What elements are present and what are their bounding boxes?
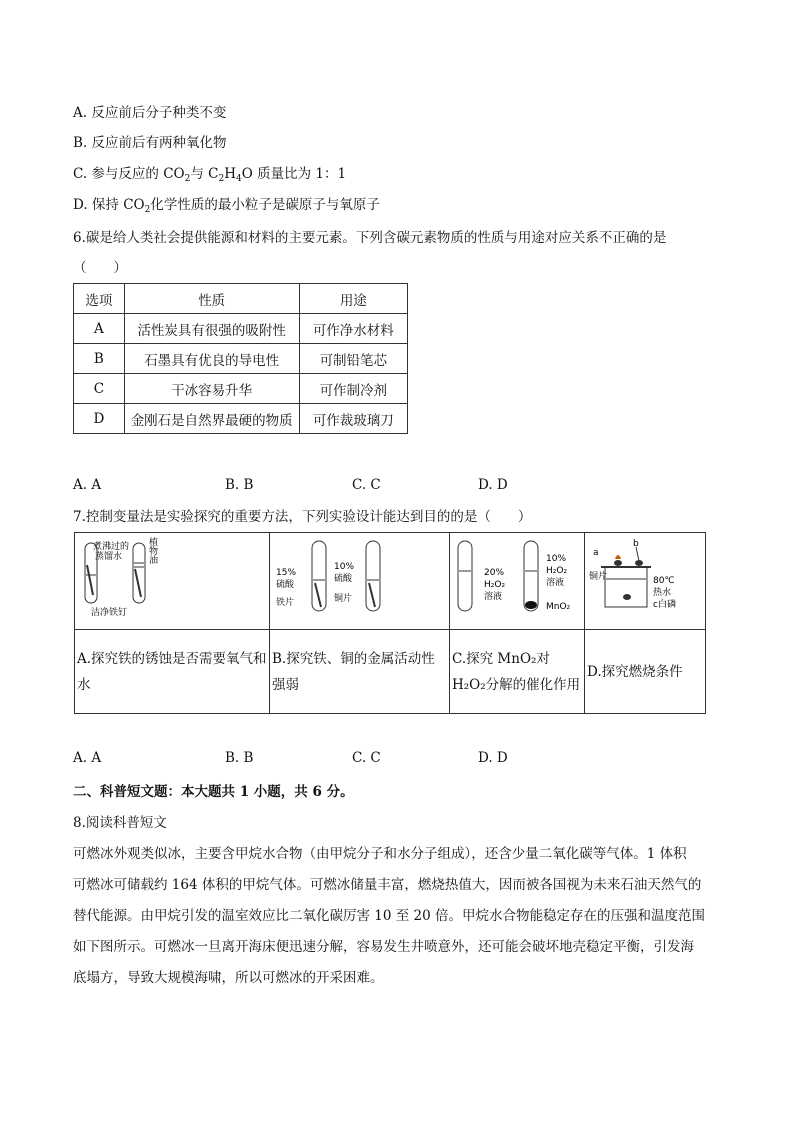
fig-b-label: 15% xyxy=(276,568,297,578)
fig-c-label: H₂O₂ xyxy=(484,580,506,590)
q7-answer-b: B. B xyxy=(225,750,254,766)
q6-answer-d: D. D xyxy=(478,477,508,493)
fig-d-label: a xyxy=(593,548,599,558)
q7-answer-d: D. D xyxy=(478,750,508,766)
fig-d-label: 热水 xyxy=(653,588,672,598)
q7-stem: 7.控制变量法是实验探究的重要方法，下列实验设计能达到目的的是（ ） xyxy=(73,509,532,525)
fig-c-label: H₂O₂ xyxy=(546,566,568,576)
q5-option-b: B. 反应前后有两种氧化物 xyxy=(73,135,227,151)
fig-d-label: 80℃ xyxy=(653,576,675,586)
q8-paragraph-line: 可燃冰外观类似冰，主要含甲烷水合物（由甲烷分子和水分子组成），还含少量二氧化碳等气体。1 体积 xyxy=(73,846,687,862)
q5-option-c: C. 参与反应的 $CO_2$与 $C_2H_4O$ 质量比为 1：1 xyxy=(73,166,347,184)
q6-answer-b: B. B xyxy=(225,477,254,493)
figure-a xyxy=(75,533,270,630)
rusting-test-tubes-figure xyxy=(77,535,267,627)
table-cell: 干冰容易升华 xyxy=(124,374,299,404)
fig-c-label: 20% xyxy=(484,568,505,578)
table-header-row xyxy=(74,284,408,314)
fig-a-label: 植 xyxy=(149,538,159,548)
fig-b-label: 10% xyxy=(334,562,355,572)
fig-a-label: 蒸馏水 xyxy=(95,552,123,562)
table-cell: 活性炭具有很强的吸附性 xyxy=(124,314,299,344)
table-header: 选项 xyxy=(74,284,125,314)
q8-paragraph-line: 如下图所示。可燃冰一旦离开海床便迅速分解，容易发生井喷意外，还可能会破坏地壳稳定平衡，引发海 xyxy=(73,939,694,955)
fig-a-label: 物 xyxy=(149,547,159,557)
table-cell: D.探究燃烧条件 xyxy=(585,630,706,714)
q6-stem: 6.碳是给人类社会提供能源和材料的主要元素。下列含碳元素物质的性质与用途对应关系不正确的是 xyxy=(73,230,667,246)
q8-stem: 8.阅读科普短文 xyxy=(73,815,167,831)
fig-b-label: 铁片 xyxy=(276,598,295,608)
fig-d-label: b xyxy=(633,539,639,549)
fig-b-label: 硫酸 xyxy=(276,580,295,590)
metal-activity-test-tubes-figure xyxy=(272,535,447,627)
q6-answer-options xyxy=(73,477,673,497)
q7-answer-c: C. C xyxy=(352,750,381,766)
table-cell: C.探究 MnO₂对 H₂O₂分解的催化作用 xyxy=(450,630,585,714)
table-cell: C xyxy=(74,374,125,404)
table-cell: A xyxy=(74,314,125,344)
table-cell: 可作净水材料 xyxy=(299,314,407,344)
q8-paragraph-line: 底塌方，导致大规模海啸，所以可燃冰的开采困难。 xyxy=(73,970,384,986)
q8-paragraph-line: 可燃冰可储载约 164 体积的甲烷气体。可燃冰储量丰富，燃烧热值大，因而被各国视为未来石油天然气的 xyxy=(73,877,702,893)
fig-b-label: 硫酸 xyxy=(334,574,353,584)
figure-row xyxy=(75,533,706,630)
fig-a-label: 油 xyxy=(149,556,159,566)
table-cell: 可制铅笔芯 xyxy=(299,344,407,374)
table-cell: 可作裁玻璃刀 xyxy=(299,404,407,434)
fig-c-label: 10% xyxy=(546,554,567,564)
section-heading: 二、科普短文题：本大题共 1 小题，共 6 分。 xyxy=(73,784,354,800)
fig-c-label: MnO₂ xyxy=(546,602,571,612)
q7-answer-options xyxy=(73,750,673,770)
q5-option-a: A. 反应前后分子种类不变 xyxy=(73,105,227,121)
figure-b xyxy=(270,533,450,630)
q6-answer-a: A. A xyxy=(73,477,102,493)
fig-a-label: 洁净铁钉 xyxy=(91,608,128,618)
table-cell: A.探究铁的锈蚀是否需要氧气和水 xyxy=(75,630,270,714)
fig-c-label: 溶液 xyxy=(546,578,565,588)
figure-d xyxy=(585,533,706,630)
q7-table xyxy=(74,532,706,714)
table-row xyxy=(74,344,408,374)
q6-paren: （ ） xyxy=(73,260,127,276)
q5-option-d: D. 保持 $CO_2$化学性质的最小粒子是碳原子与氧原子 xyxy=(73,197,380,215)
q7-answer-a: A. A xyxy=(73,750,102,766)
table-cell: D xyxy=(74,404,125,434)
q6-table xyxy=(73,283,408,434)
fig-c-label: 溶液 xyxy=(484,592,503,602)
fig-d-label: 铜片 xyxy=(589,572,608,582)
table-cell: 可作制冷剂 xyxy=(299,374,407,404)
q8-paragraph-line: 替代能源。由甲烷引发的温室效应比二氧化碳厉害 10 至 20 倍。甲烷水合物能稳定存在的压强和温度范围 xyxy=(73,908,706,924)
table-row xyxy=(74,374,408,404)
table-cell: B.探究铁、铜的金属活动性强弱 xyxy=(270,630,450,714)
table-cell: 金刚石是自然界最硬的物质 xyxy=(124,404,299,434)
table-row xyxy=(74,404,408,434)
fig-b-label: 铜片 xyxy=(334,594,353,604)
table-cell: 石墨具有优良的导电性 xyxy=(124,344,299,374)
table-cell: B xyxy=(74,344,125,374)
q6-answer-c: C. C xyxy=(352,477,381,493)
catalyst-test-tubes-figure xyxy=(452,535,582,627)
table-row xyxy=(74,314,408,344)
combustion-beaker-figure xyxy=(587,535,703,627)
fig-a-label: 煮沸过的 xyxy=(93,542,130,552)
table-header: 用途 xyxy=(299,284,407,314)
figure-c xyxy=(450,533,585,630)
table-header: 性质 xyxy=(124,284,299,314)
fig-d-label: c白磷 xyxy=(653,600,676,610)
table-row xyxy=(75,630,706,714)
